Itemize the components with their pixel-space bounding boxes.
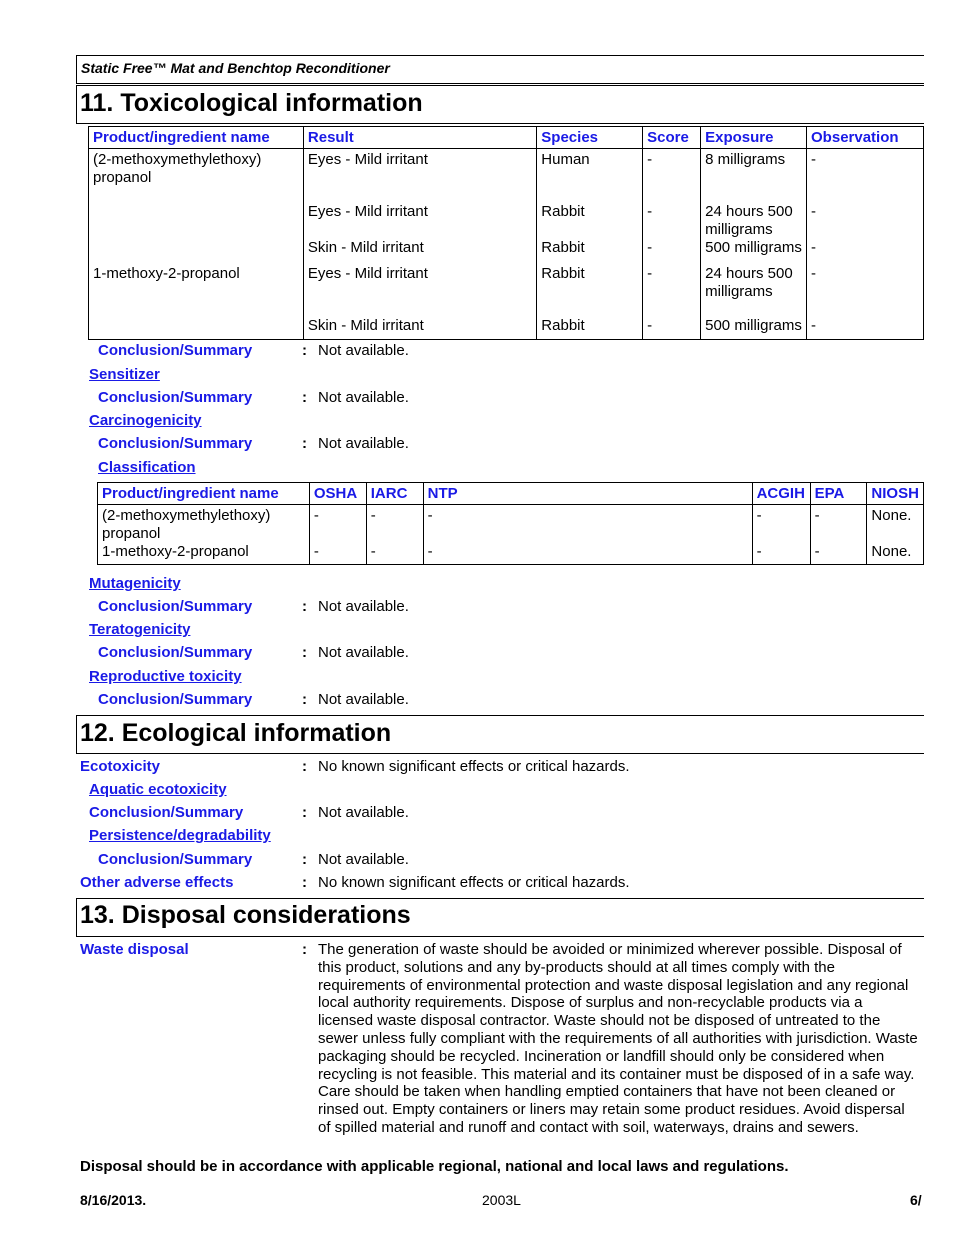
- irritation-conclusion-label: Conclusion/Summary: [98, 342, 253, 359]
- table-cell: Eyes - Mild irritant: [303, 265, 536, 317]
- doc-title: Static Free™ Mat and Benchtop Reconditioner: [81, 60, 390, 76]
- section-12-title: 12. Ecological information: [80, 719, 392, 747]
- teratogenicity-conclusion-value: Not available.: [318, 644, 409, 661]
- table-cell: 24 hours 500 milligrams: [701, 203, 807, 239]
- footer-code: 2003L: [482, 1192, 521, 1208]
- other-adverse-label: Other adverse effects: [80, 874, 234, 891]
- classification-link[interactable]: Classification: [98, 459, 196, 476]
- mutagenicity-conclusion-value: Not available.: [318, 598, 409, 615]
- aquatic-conclusion-label: Conclusion/Summary: [89, 804, 244, 821]
- table-cell: -: [643, 203, 701, 239]
- table-cell: 1-methoxy-2-propanol: [98, 543, 310, 565]
- carcinogenicity-conclusion-value: Not available.: [318, 435, 409, 452]
- table-cell: -: [643, 239, 701, 265]
- table-cell: None.: [867, 543, 924, 565]
- table-row: [89, 239, 924, 265]
- table-cell: Skin - Mild irritant: [303, 239, 536, 265]
- table-cell: -: [807, 265, 924, 317]
- table-cell: -: [810, 505, 867, 544]
- sensitizer-conclusion-value: Not available.: [318, 389, 409, 406]
- table-cell: None.: [867, 505, 924, 544]
- table-cell: Rabbit: [537, 239, 643, 265]
- table-row: [89, 203, 924, 239]
- classification-table: [97, 482, 924, 565]
- ecotoxicity-value: No known significant effects or critical hazards.: [318, 758, 630, 775]
- colon: :: [302, 874, 307, 891]
- column-header: Result: [303, 127, 536, 149]
- table-cell: 500 milligrams: [701, 317, 807, 340]
- table-cell: -: [807, 203, 924, 239]
- table-cell: Human: [537, 149, 643, 204]
- reproductive-conclusion-value: Not available.: [318, 691, 409, 708]
- table-cell: -: [807, 317, 924, 340]
- colon: :: [302, 389, 307, 406]
- table-row: [98, 543, 924, 565]
- column-header: NTP: [423, 483, 752, 505]
- table-cell: -: [643, 149, 701, 204]
- carcinogenicity-link[interactable]: Carcinogenicity: [89, 412, 202, 429]
- colon: :: [302, 435, 307, 452]
- table-cell: -: [807, 239, 924, 265]
- table-cell: 1-methoxy-2-propanol: [89, 265, 304, 317]
- section-11-title: 11. Toxicological information: [80, 89, 423, 117]
- table-cell: -: [309, 543, 366, 565]
- colon: :: [302, 598, 307, 615]
- column-header: EPA: [810, 483, 867, 505]
- section-13-title: 13. Disposal considerations: [80, 901, 411, 929]
- footer-page: 6/: [910, 1192, 922, 1208]
- table-cell: -: [752, 505, 810, 544]
- carcinogenicity-conclusion-label: Conclusion/Summary: [98, 435, 253, 452]
- waste-disposal-label: Waste disposal: [80, 941, 189, 958]
- column-header: ACGIH: [752, 483, 810, 505]
- persistence-conclusion-label: Conclusion/Summary: [98, 851, 253, 868]
- table-row: [89, 317, 924, 340]
- table-cell: Rabbit: [537, 203, 643, 239]
- colon: :: [302, 941, 307, 958]
- reproductive-toxicity-link[interactable]: Reproductive toxicity: [89, 668, 242, 685]
- table-cell: [89, 317, 304, 340]
- table-cell: 500 milligrams: [701, 239, 807, 265]
- table-row: [89, 265, 924, 317]
- footer-date: 8/16/2013.: [80, 1192, 147, 1208]
- reproductive-conclusion-label: Conclusion/Summary: [98, 691, 253, 708]
- table-cell: -: [752, 543, 810, 565]
- table-cell: -: [423, 505, 752, 544]
- column-header: Score: [643, 127, 701, 149]
- irritation-conclusion-value: Not available.: [318, 342, 409, 359]
- table-cell: -: [423, 543, 752, 565]
- colon: :: [302, 644, 307, 661]
- colon: :: [302, 804, 307, 821]
- colon: :: [302, 342, 307, 359]
- sensitizer-link[interactable]: Sensitizer: [89, 366, 160, 383]
- column-header: Exposure: [701, 127, 807, 149]
- aquatic-ecotoxicity-link[interactable]: Aquatic ecotoxicity: [89, 781, 227, 798]
- classification-table-header: [98, 483, 924, 505]
- table-cell: Skin - Mild irritant: [303, 317, 536, 340]
- teratogenicity-conclusion-label: Conclusion/Summary: [98, 644, 253, 661]
- mutagenicity-conclusion-label: Conclusion/Summary: [98, 598, 253, 615]
- column-header: NIOSH: [867, 483, 924, 505]
- column-header: IARC: [366, 483, 423, 505]
- table-cell: Eyes - Mild irritant: [303, 203, 536, 239]
- teratogenicity-link[interactable]: Teratogenicity: [89, 621, 191, 638]
- table-cell: (2-methoxymethylethoxy) propanol: [98, 505, 310, 544]
- table-cell: -: [643, 317, 701, 340]
- disposal-final-note: Disposal should be in accordance with applicable regional, national and local laws and regulations.: [80, 1158, 789, 1175]
- column-header: Observation: [807, 127, 924, 149]
- table-cell: [89, 203, 304, 239]
- colon: :: [302, 851, 307, 868]
- persistence-link[interactable]: Persistence/degradability: [89, 827, 271, 844]
- table-cell: 8 milligrams: [701, 149, 807, 204]
- table-cell: (2-methoxymethylethoxy) propanol: [89, 149, 304, 204]
- table-cell: -: [366, 543, 423, 565]
- waste-disposal-text: The generation of waste should be avoided or minimized wherever possible. Disposal of this product, solutions and any by-products should at all times comply with the requirements of environmental protection and waste disposal legislation and any regional local authority requirements. Dispose of surplus and non-recyclable products via a licensed waste disposal contractor. Waste should not be disposed of untreated to the sewer unless fully compliant with the requirements of all authorities with jurisdiction. Waste packaging should be recycled. Incineration or landfill should only be considered when recycling is not feasible. This material and its container must be disposed of in a safe way. Care should be taken when handling emptied containers that have not been cleaned or rinsed out. Empty containers or liners may retain some product residues. Avoid dispersal of spilled material and runoff and contact with soil, waterways, drains and sewers.: [318, 941, 918, 1136]
- sensitizer-conclusion-label: Conclusion/Summary: [98, 389, 253, 406]
- table-row: [98, 505, 924, 544]
- irritation-table: [88, 126, 924, 340]
- aquatic-conclusion-value: Not available.: [318, 804, 409, 821]
- irritation-table-header: [89, 127, 924, 149]
- table-cell: Rabbit: [537, 317, 643, 340]
- table-cell: Rabbit: [537, 265, 643, 317]
- table-cell: -: [643, 265, 701, 317]
- table-cell: [89, 239, 304, 265]
- table-cell: -: [810, 543, 867, 565]
- ecotoxicity-label: Ecotoxicity: [80, 758, 161, 775]
- other-adverse-value: No known significant effects or critical hazards.: [318, 874, 630, 891]
- table-cell: -: [807, 149, 924, 204]
- column-header: Product/ingredient name: [98, 483, 310, 505]
- table-cell: 24 hours 500 milligrams: [701, 265, 807, 317]
- column-header: Species: [537, 127, 643, 149]
- table-cell: -: [309, 505, 366, 544]
- table-cell: -: [366, 505, 423, 544]
- table-row: [89, 149, 924, 204]
- persistence-conclusion-value: Not available.: [318, 851, 409, 868]
- colon: :: [302, 758, 307, 775]
- column-header: OSHA: [309, 483, 366, 505]
- table-cell: Eyes - Mild irritant: [303, 149, 536, 204]
- colon: :: [302, 691, 307, 708]
- column-header: Product/ingredient name: [89, 127, 304, 149]
- mutagenicity-link[interactable]: Mutagenicity: [89, 575, 181, 592]
